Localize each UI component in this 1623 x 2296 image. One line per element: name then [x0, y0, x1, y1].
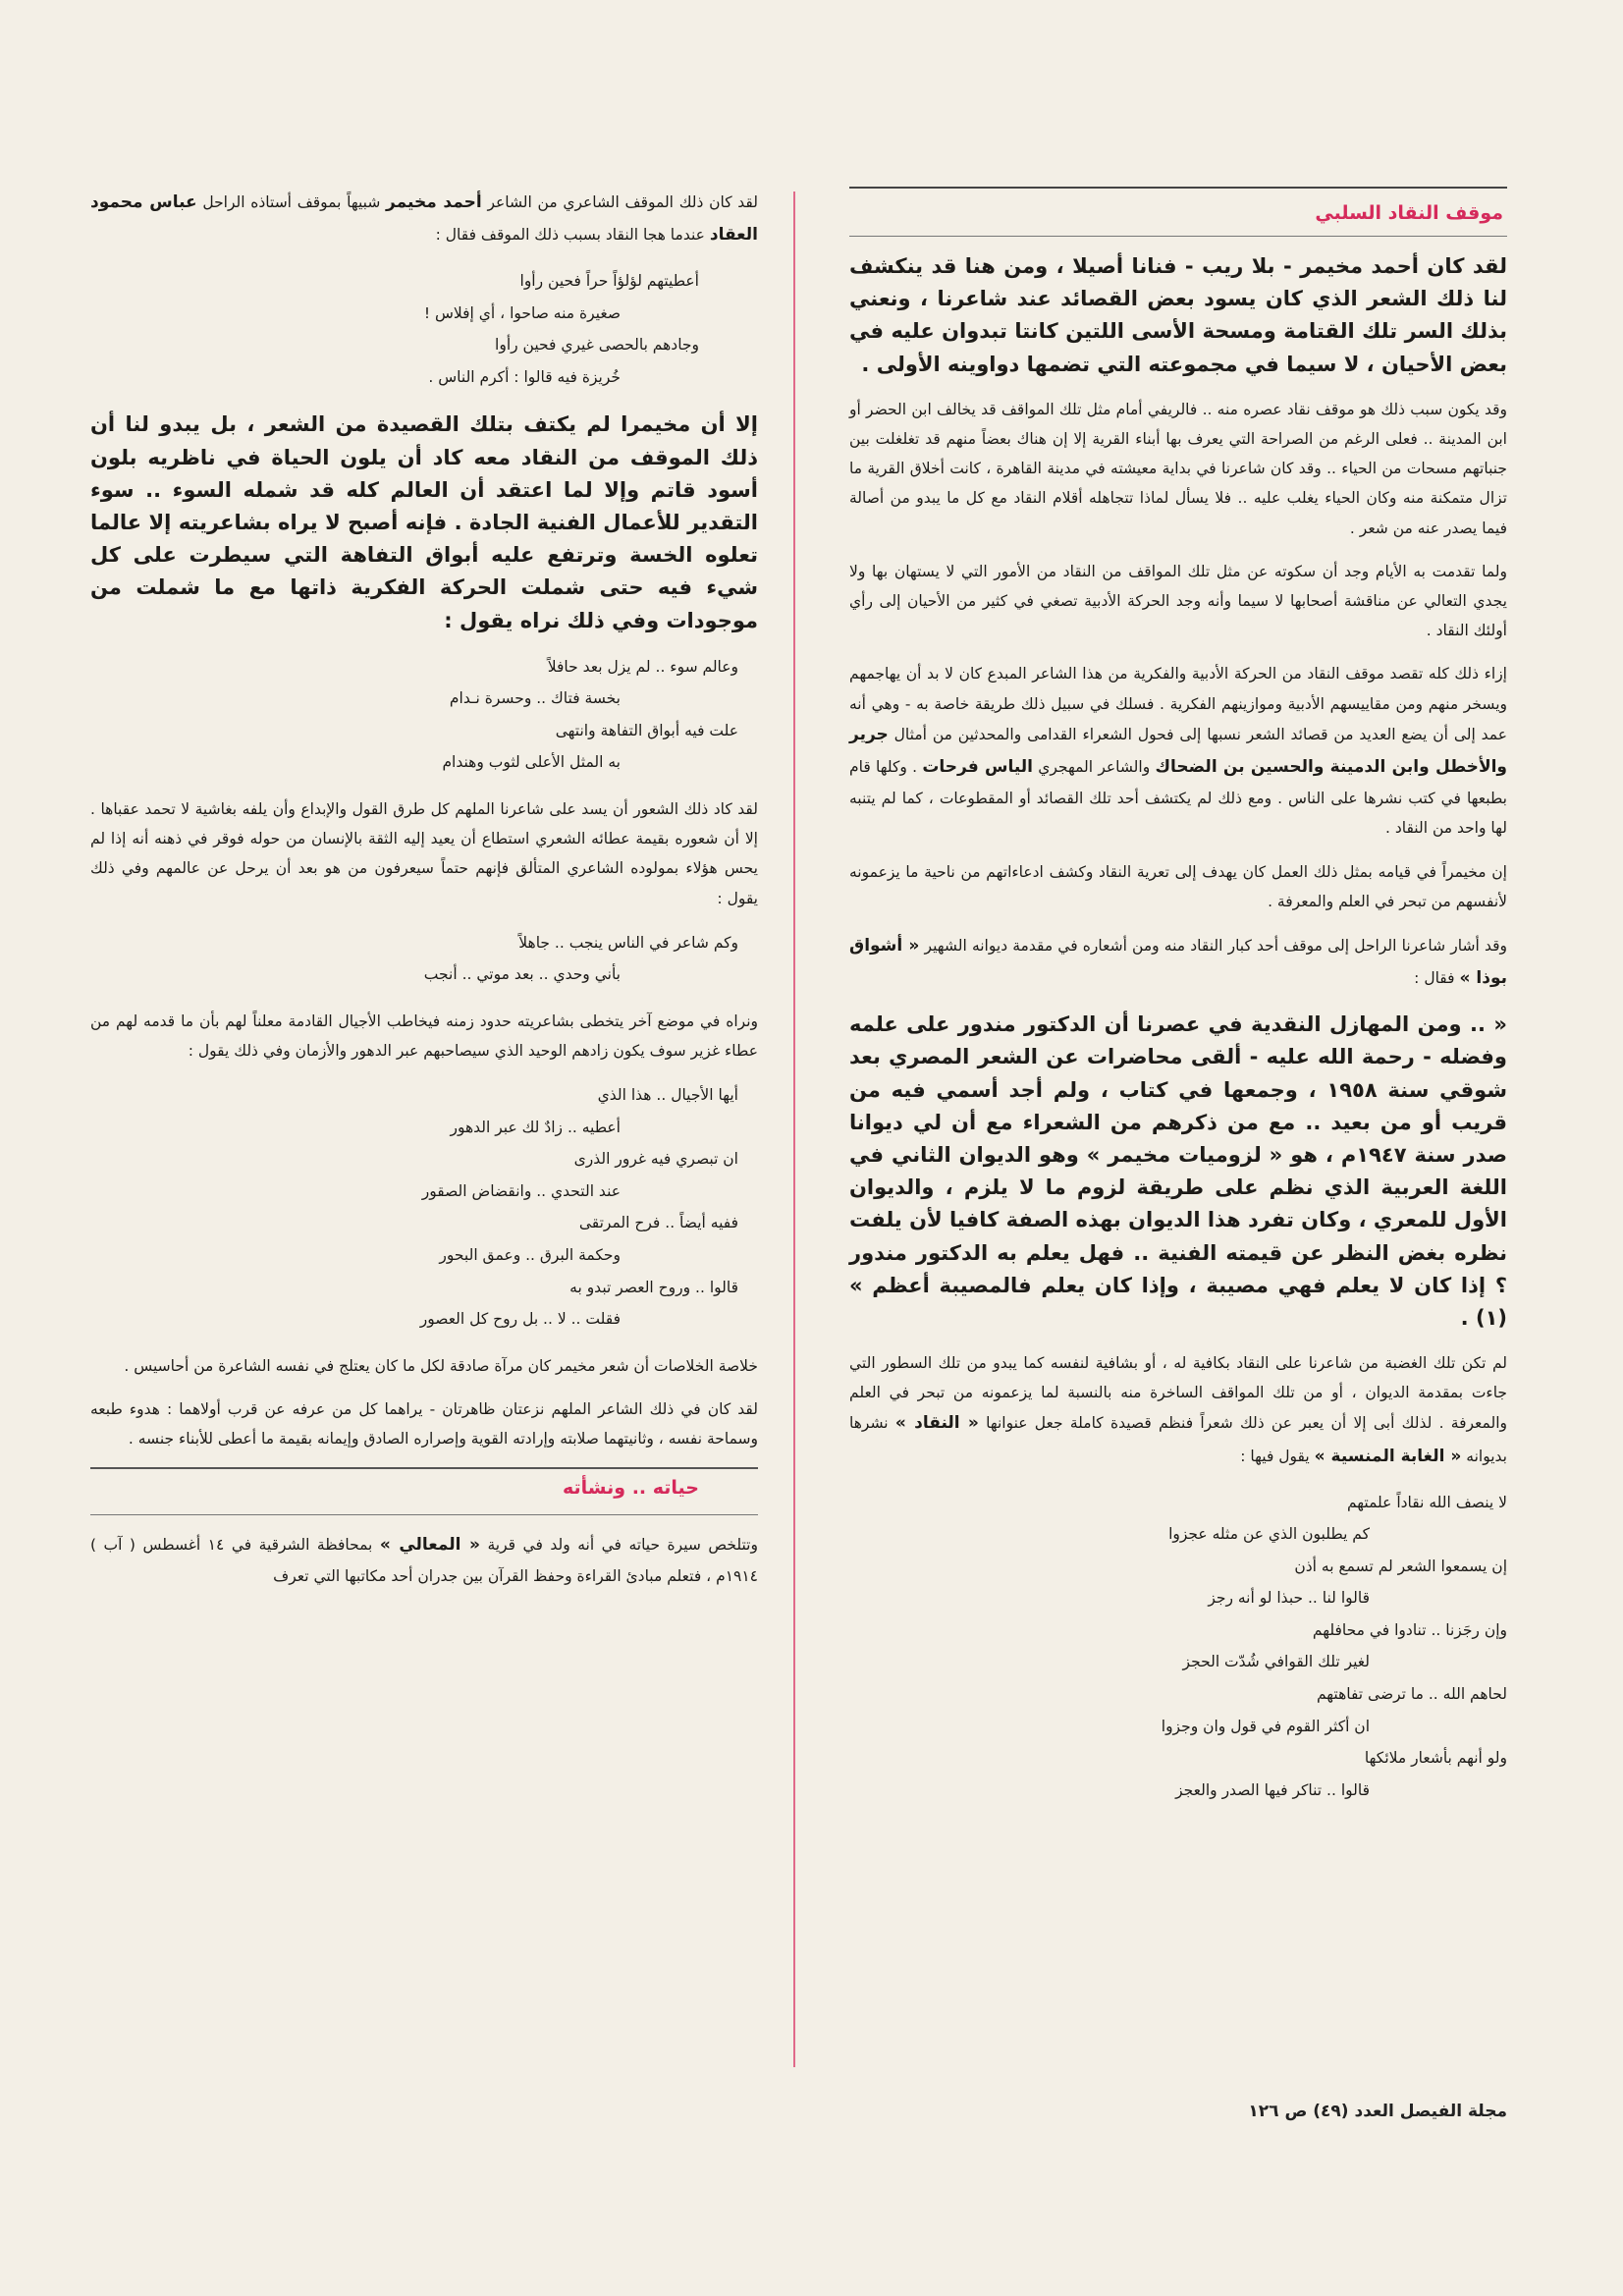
poet-name: أحمد مخيمر — [386, 192, 482, 212]
poem-line: وجادهم بالحصى غيري فحين رأوا — [495, 336, 699, 355]
poem-line: به المثل الأعلى لثوب وهندام — [442, 753, 621, 772]
poet-name: عباس محمود العقاد — [90, 192, 758, 246]
poem-line: ففيه أيضاً .. فرح المرتقى — [578, 1214, 738, 1232]
column-divider — [793, 191, 795, 2067]
poem-line: وإن رجَزنا .. تنادوا في محافلهم — [1312, 1620, 1507, 1639]
book-title: « أشواق بوذا » — [849, 936, 1507, 989]
paragraph: خلاصة الخلاصات أن شعر مخيمر كان مرآة صادقة لكل ما كان يعتلج في نفسه الشاعرة من أحاسيس . — [124, 1356, 758, 1375]
book-title: « الغابة المنسية » — [1314, 1446, 1462, 1466]
poem-line: بأني وحدي .. بعد موتي .. أنجب — [423, 965, 621, 984]
quote-paragraph: « .. ومن المهازل النقدية في عصرنا أن الدكتور مندور على علمه وفضله - رحمة الله عليه - ألقى محاضرات عن الشعر المصري بعد شوقي سنة ١٩٥٨ ، وجمعها في كتاب ، ولم أجد أسمي فيه من قريب أو من بعيد .. مع من ذكرهم من الشعراء مع أن لي ديوانا صدر سنة ١٩٤٧م ، هو « لزوميات مخيمر » وهو الديوان الثاني في اللغة العربية الذي نظم على طريقة لزوم ما لا يلزم ، والديوان الأول للمعري ، وكان تفرد هذا الديوان بهذه الصفة كافيا لأن يلفت نظره بغض النظر عن قيمته الفنية .. فهل يعلم به الدكتور مندور ؟ إذا كان لا يعلم فهي مصيبة ، وإذا كان يعلم فالمصيبة أعظم » (١) . — [849, 1012, 1507, 1330]
paragraph-text: لم تكن تلك الغضبة من شاعرنا على النقاد بكافية له ، أو بشافية لنفسه كما يبدو من تلك السطور التي جاءت بمقدمة الديوان ، أو من تلك المواقف الساخرة منه بالنسبة لما يزعمونه من تبحر في العلم والمعرفة . لذلك أبى إلا أن يعبر عن ذلك شعراً فنظم قصيدة كاملة جعل عنوانها — [849, 1354, 1507, 1433]
paragraph-text: إزاء ذلك كله تقصد موقف النقاد من الحركة الأدبية والفكرية من هذا الشاعر المبدع كان لا بد أن يهاجمهم ويسخر منهم ومن مقاييسهم الأدبية وموازينهم الفكرية . فسلك في سبيل ذلك طريقة خاصة به - وهي أنه عمد إلى أن يضع العديد من قصائد الشعر نسبها إلى فحول الشعراء القدامى والمحدثين من أمثال — [849, 665, 1507, 743]
poem — [90, 927, 758, 991]
paragraph-text: نشرها بديوانه — [849, 1414, 1507, 1465]
poem-line: خُريزة فيه قالوا : أكرم الناس . — [428, 367, 621, 386]
section-heading: موقف النقاد السلبي — [1315, 202, 1503, 224]
poem-line: إن يسمعوا الشعر لم تسمع به أذن — [1294, 1557, 1507, 1575]
paragraph-text: . وكلها قام بطبعها في كتب نشرها على الناس . ومع ذلك لم يكتشف أحد تلك القصائد أو المقطوعات ، كما لم يتنبه لها واحد من النقاد . — [849, 758, 1507, 838]
bold-paragraph: إلا أن مخيمرا لم يكتف بتلك القصيدة من الشعر ، بل يبدو لنا أن ذلك الموقف من النقاد معه كاد أن يلون الحياة في ناظريه بلون أسود قاتم وإلا لما اعتقد أن العالم كله قد شمله السوء .. سوء التقدير للأعمال الفنية الجادة . فإنه أصبح لا يراه بشاعريته إلا عالما تعلوه الخسة وترتفع عليه أبواق التفاهة التي سيطرت على كل شيء فيه حتى شملت الحركة الفكرية ذاتها مع ما شملت من موجودات وفي ذلك نراه يقول : — [90, 412, 758, 632]
poem-line: ان أكثر القوم في قول وان وجزوا — [1161, 1717, 1370, 1735]
paragraph-text: بمحافظة الشرقية في ١٤ أغسطس ( آب ) ١٩١٤م ، فتعلم مبادئ القراءة وحفظ القرآن بين جدران أحد مكاتبها التي تعرف — [90, 1536, 758, 1586]
section-heading: حياته .. ونشأته — [563, 1477, 699, 1500]
poem-line: أعطيتهم لؤلؤاً حراً فحين رأوا — [519, 272, 699, 291]
paragraph — [849, 930, 1507, 995]
paragraph: إن مخيمراً في قيامه بمثل ذلك العمل كان يهدف إلى تعرية النقاد وكشف ادعاءاتهم من ناحية ما يزعمونه لأنفسهم من تبحر في العلم والمعرفة . — [849, 862, 1507, 910]
paragraph — [90, 1529, 758, 1591]
poem-line: ان تبصري فيه غرور الذرى — [573, 1150, 738, 1169]
top-rule — [849, 187, 1507, 189]
intro-paragraph: لقد كان أحمد مخيمر - بلا ريب - فنانا أصيلا ، ومن هنا قد ينكشف لنا ذلك الشعر الذي كان يسود بعض القصائد عند شاعرنا ، ونعني بذلك السر تلك القتامة ومسحة الأسى اللتين كانتا تبدوان عليه في بعض الأحيان ، لا سيما في مجموعته التي تضمها دواوينه الأولى . — [849, 254, 1507, 376]
paragraph: لقد كان في ذلك الشاعر الملهم نزعتان ظاهرتان - يراهما كل من عرفه عن قرب أولاهما : هدوء طبعه وسماحة نفسه ، وثانيتهما صلابته وإرادته القوية وإصراره الصادق وإيمانه بقيمة ما أعطى للأبناء جنسه . — [90, 1399, 758, 1449]
section-rule — [90, 1467, 758, 1469]
paragraph-text: يقول فيها : — [1240, 1447, 1310, 1465]
paragraph — [849, 1348, 1507, 1473]
paragraph: ولما تقدمت به الأيام وجد أن سكوته عن مثل تلك المواقف من النقاد من الأمور التي لا يستهان بها ولا يجدي التعالي عن مناقشة أصحابها لا سيما وأنه وجد الحركة الأدبية تصغي في كثير من الأحيان إلى رأي أولئك النقاد . — [849, 562, 1507, 640]
poem-line: أيها الأجيال .. هذا الذي — [597, 1086, 738, 1105]
poem-line: أعطيه .. زادٌ لك عبر الدهور — [450, 1118, 621, 1136]
paragraph-text: وقد أشار شاعرنا الراحل إلى موقف أحد كبار النقاد منه ومن أشعاره في مقدمة ديوانه الشهير — [924, 937, 1507, 956]
poem-line: وعالم سوء .. لم يزل بعد حافلاً — [547, 657, 738, 676]
paragraph-text: وتتلخص سيرة حياته في أنه ولد في قرية — [487, 1536, 758, 1555]
paragraph-text: لقد كان ذلك الموقف الشاعري من الشاعر — [487, 193, 758, 211]
poem — [90, 265, 758, 393]
paragraph: ونراه في موضع آخر يتخطى بشاعريته حدود زمنه فيخاطب الأجيال القادمة معلناً لهم بأن ما قدمه لهم من عطاء غزير سوف يكون زادهم الوحيد الذي سيصاحبهم عبر الدهور والأزمان وفي ذلك يقول : — [90, 1011, 758, 1061]
poem-line: ولو أنهم بأشعار ملائكها — [1364, 1749, 1507, 1768]
heading-rule — [90, 1514, 758, 1515]
paragraph-text: شبيهاً بموقف أستاذه الراحل — [202, 193, 381, 211]
poem — [90, 651, 758, 779]
poem-line: لغير تلك القوافي شُدّت الحجز — [1182, 1653, 1370, 1671]
heading-rule — [849, 236, 1507, 237]
paragraph-text: عندما هجا النقاد بسبب ذلك الموقف فقال : — [435, 226, 705, 245]
poem — [849, 1487, 1507, 1806]
paragraph-text: والشاعر المهجري — [1038, 758, 1151, 777]
poem — [90, 1079, 758, 1335]
poem-line: فقلت .. لا .. بل روح كل العصور — [419, 1310, 621, 1329]
poem-line: بخسة فتاك .. وحسرة نـدام — [449, 689, 621, 708]
left-column — [90, 187, 758, 1606]
village-name: « المعالي » — [379, 1535, 480, 1556]
paragraph: وقد يكون سبب ذلك هو موقف نقاد عصره منه .. فالريفي أمام مثل تلك المواقف قد يخالف ابن الحضر أو ابن المدينة .. فعلى الرغم من الصراحة التي يعرف بها أبناء القرية إلا إن هناك بعضاً منهم قد تغلغلت بين جنباتهم مسحات من الحياء .. وقد كان شاعرنا في بداية معيشته في مدينة القاهرة ، كانت أخلاق القرية ما تزال متمكنة منه وكان الحياء يغلب عليه .. فلا يسأل لماذا تتجاهله أقلام النقاد مع كل ما يبدو من أصالة فيما يصدر عنه من شعر . — [849, 400, 1507, 537]
poem-line: لا ينصف الله نقاداً علمتهم — [1346, 1493, 1507, 1511]
poet-name: الياس فرحات — [922, 757, 1033, 778]
poem-line: كم يطلبون الذي عن مثله عجزوا — [1168, 1525, 1370, 1544]
paragraph-text: فقال : — [1414, 969, 1455, 988]
poem-line: قالوا .. تناكر فيها الصدر والعجز — [1175, 1780, 1370, 1799]
poem-line: علت فيه أبواق التفاهة وانتهى — [555, 721, 738, 739]
poem-line: قالوا لنا .. حبذا لو أنه رجز — [1208, 1589, 1370, 1608]
paragraph: لقد كاد ذلك الشعور أن يسد على شاعرنا الملهم كل طرق القول والإبداع وأن يلفه بغاشية لا تحمد عقباها . إلا أن شعوره بقيمة عطائه الشعري استطاع أن يعيد إليه الثقة بالإنسان من حوله فوقر في ذهنه أنه إذا لم يحس هؤلاء بمولوده الشاعري المتألق فإنهم حتماً سيعرفون من هو بعد أن يرحل عن عالمهم وفي ذلك يقول : — [90, 799, 758, 907]
poem-line: وكم شاعر في الناس ينجب .. جاهلاً — [518, 933, 738, 952]
paragraph — [849, 659, 1507, 843]
poem-line: عند التحدي .. وانقضاض الصقور — [421, 1181, 621, 1200]
paragraph — [90, 187, 758, 251]
page-footer: مجلة الفيصل العدد (٤٩) ص ١٢٦ — [1248, 2102, 1507, 2121]
poet-names: جرير والأخطل وابن الدمينة والحسين بن الضحاك — [849, 724, 1507, 778]
poem-title: « النقاد » — [894, 1413, 979, 1434]
poem-line: صغيرة منه صاحوا ، أي إفلاس ! — [423, 303, 621, 322]
poem-line: لحاهم الله .. ما ترضى تفاهتهم — [1316, 1685, 1507, 1704]
right-column — [849, 187, 1507, 1822]
poem-line: قالوا .. وروح العصر تبدو به — [569, 1278, 738, 1296]
poem-line: وحكمة البرق .. وعمق البحور — [439, 1246, 621, 1264]
